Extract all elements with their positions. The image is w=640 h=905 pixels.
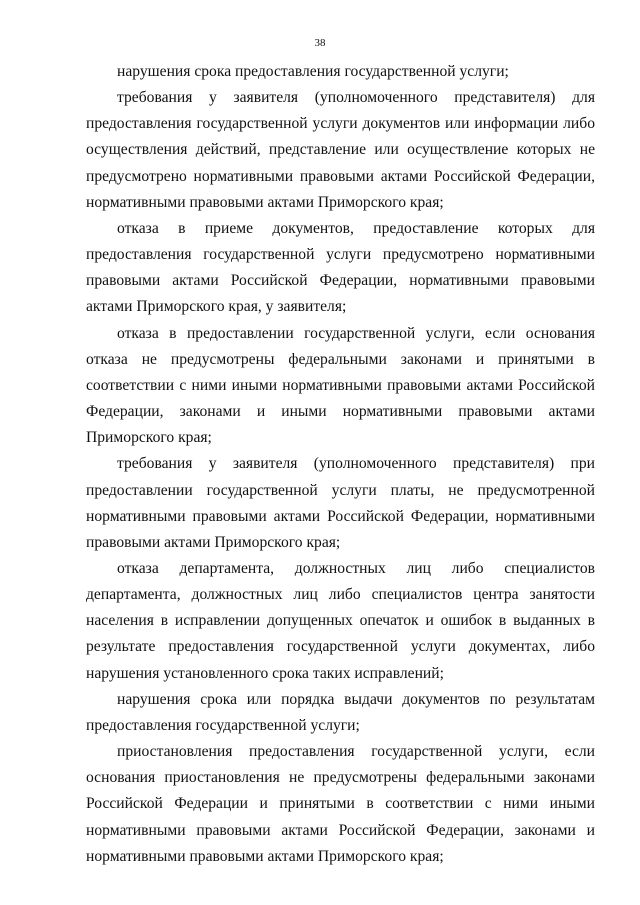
paragraph-7: нарушения срока или порядка выдачи документов по результатам предоставления государственной услуги; xyxy=(86,690,595,734)
paragraph-5: требования у заявителя (уполномоченного представителя) при предоставлении государственной услуги платы, не предусмотренной нормативными правовыми актами Российской Федерации, нормативными правовыми актами Приморского края; xyxy=(86,455,595,551)
document-body xyxy=(86,59,595,870)
paragraph-4: отказа в предоставлении государственной услуги, если основания отказа не предусмотрены федеральными законами и принятыми в соответствии с ними иными нормативными правовыми актами Российской Федерации, законами и иными нормативными правовыми актами Приморского края; xyxy=(86,324,595,447)
paragraph-3: отказа в приеме документов, предоставление которых для предоставления государственной услуги предусмотрено нормативными правовыми актами Российской Федерации, нормативными правовыми актами Приморского края, у заявителя; xyxy=(86,219,595,316)
paragraph-1: нарушения срока предоставления государственной услуги; xyxy=(117,63,509,80)
paragraph-6: отказа департамента, должностных лиц либо специалистов департамента, должностных лиц либо специалистов центра занятости населения в исправлении допущенных опечаток и ошибок в выданных в результате предоставления государственной услуги документах, либо нарушения установленного срока таких исправлений; xyxy=(86,559,595,682)
page-number: 38 xyxy=(314,37,326,49)
paragraph-2: требования у заявителя (уполномоченного представителя) для предоставления государственной услуги документов или информации либо осуществления действий, представление или осуществление которых не предусмотрено нормативными правовыми актами Российской Федерации, нормативными правовыми актами Приморского края; xyxy=(86,89,595,211)
paragraph-8: приостановления предоставления государственной услуги, если основания приостановления не предусмотрены федеральными законами Российской Федерации и принятыми в соответствии с ними иными нормативными правовыми актами Российской Федерации, законами и нормативными правовыми актами Приморского края; xyxy=(86,743,595,865)
